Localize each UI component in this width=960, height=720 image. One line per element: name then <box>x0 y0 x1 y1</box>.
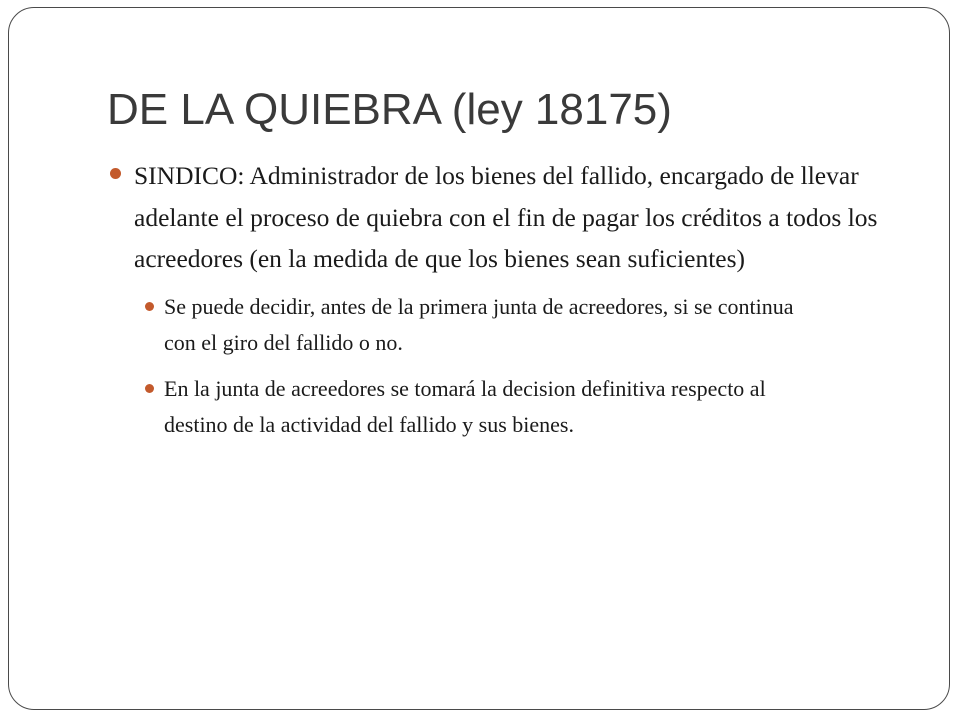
sub-bullet-text: Se puede decidir, antes de la primera junta de acreedores, si se continua con el giro del fallido o no. <box>164 293 794 355</box>
sub-bullet-junta <box>144 371 814 444</box>
bullet-text: SINDICO: Administrador de los bienes del fallido, encargado de llevar adelante el proceso de quiebra con el fin de pagar los créditos a todos los acreedores (en la medida de que los bienes sean suficientes) <box>134 161 878 273</box>
sub-bullet-decidir <box>144 289 814 362</box>
slide-title: DE LA QUIEBRA (ley 18175) <box>107 85 672 134</box>
slide-content <box>107 155 907 453</box>
sub-bullet-dot-icon <box>145 384 154 393</box>
sub-bullet-text: En la junta de acreedores se tomará la decision definitiva respecto al destino de la actividad del fallido y sus bienes. <box>164 375 766 437</box>
sub-bullet-dot-icon <box>145 302 154 311</box>
bullet-dot-icon <box>110 168 121 179</box>
bullet-sindico <box>107 155 899 280</box>
